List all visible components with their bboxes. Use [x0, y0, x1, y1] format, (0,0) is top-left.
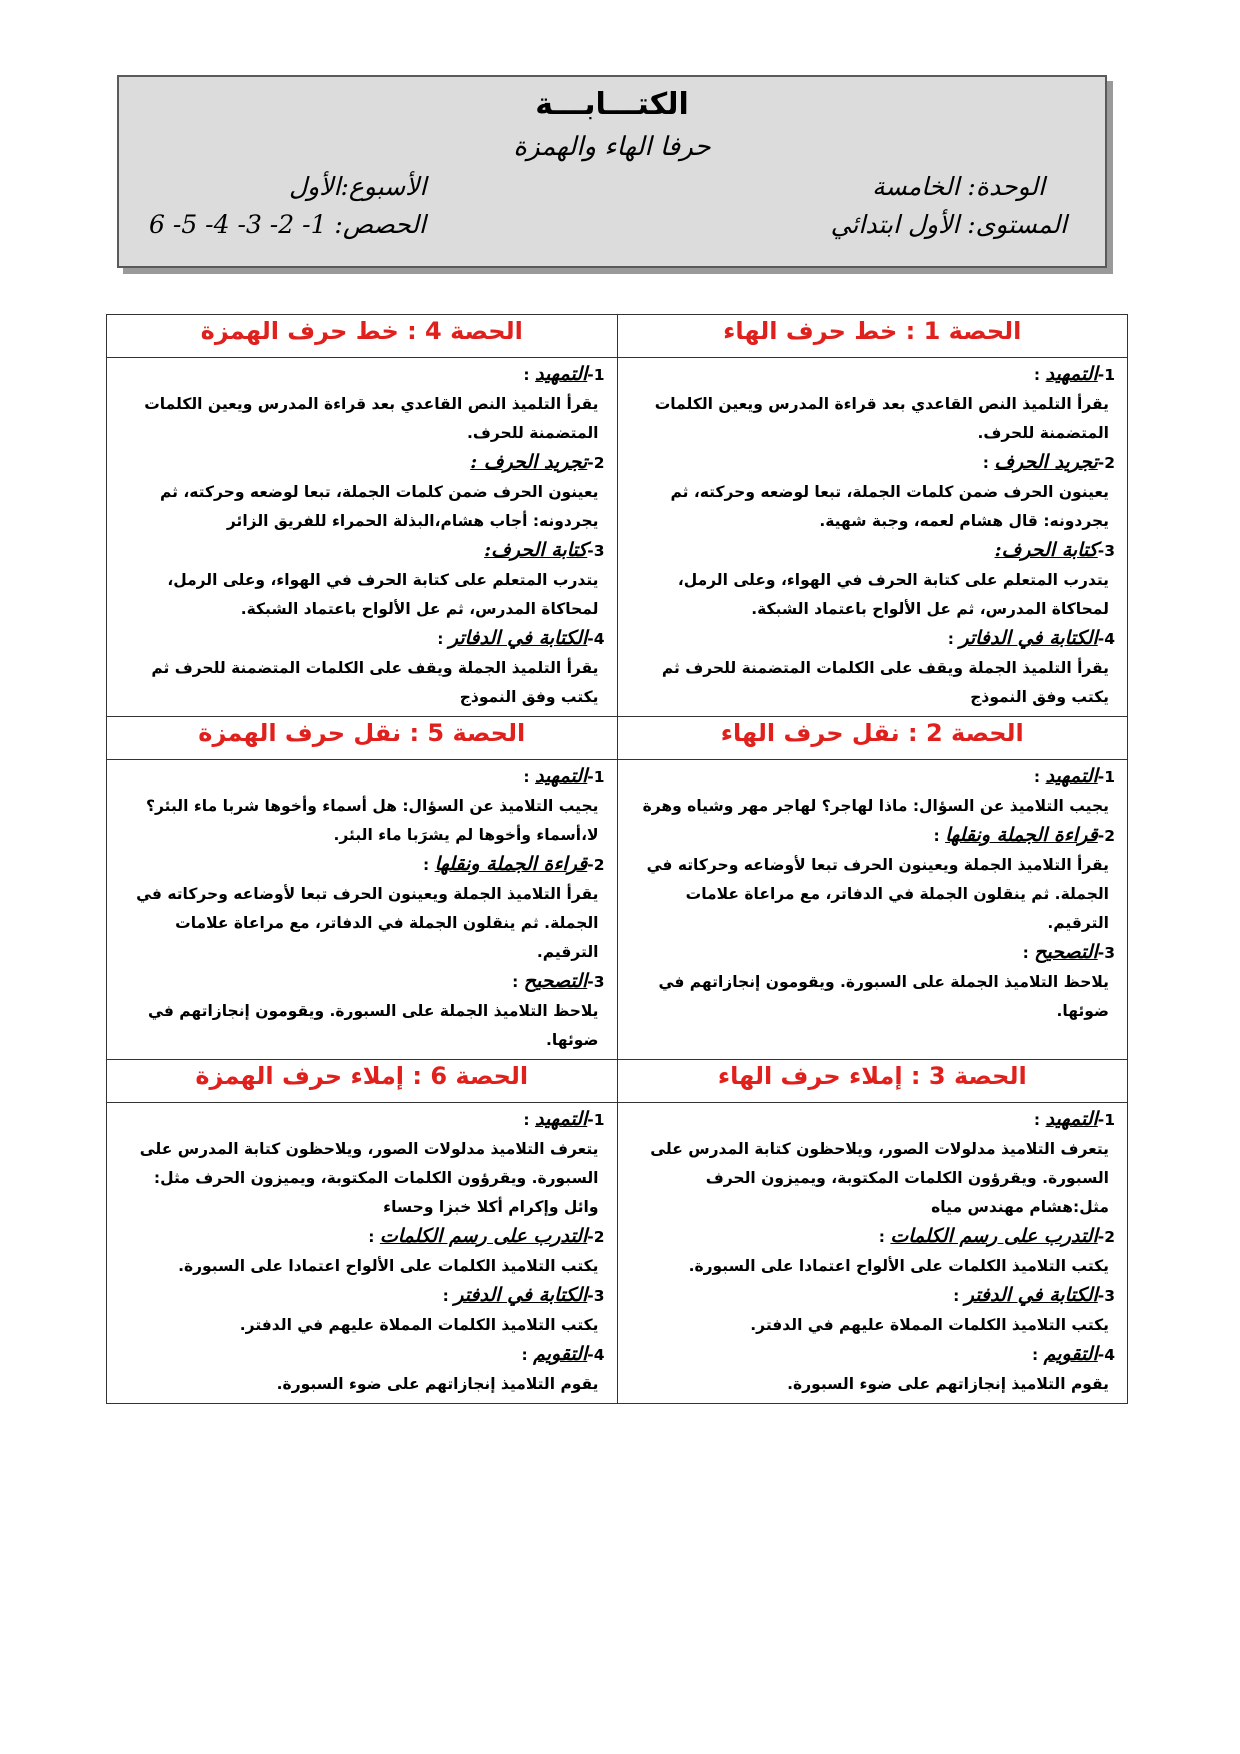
step-label: الكتابة في الدفاتر	[448, 627, 588, 649]
step-colon: :	[368, 1228, 380, 1246]
step-text: يلاحظ التلاميذ الجملة على السبورة. ويقومون إنجازاتهم في ضوئها.	[148, 1002, 599, 1049]
step-number: 4-	[1097, 630, 1115, 648]
step-colon: :	[1033, 366, 1046, 384]
session-body-row	[107, 1103, 1128, 1404]
step-text: يقرأ التلاميذ الجملة ويعينون الحرف تبعا لأوضاعه وحركاته في الجملة. ثم ينقلون الجملة في الدفاتر، مع مراعاة علامات الترقيم.	[646, 856, 1109, 932]
step-text: يجيب التلاميذ عن السؤال: ماذا لهاجر؟ لهاجر مهر وشياه وهرة	[642, 797, 1109, 815]
step-label: كتابة الحرف:	[994, 539, 1098, 561]
session-title: الحصة 3 : إملاء حرف الهاء	[617, 1060, 1128, 1103]
step-label: التقويم	[533, 1343, 588, 1365]
step-number: 2-	[1097, 454, 1115, 472]
session-title: الحصة 4 : خط حرف الهمزة	[107, 315, 618, 358]
step-label: التصحيح	[523, 970, 588, 992]
step-heading	[630, 448, 1116, 478]
step-label: تجريد الحرف	[994, 451, 1098, 473]
step-text: يلاحظ التلاميذ الجملة على السبورة. ويقومون إنجازاتهم في ضوئها.	[658, 973, 1109, 1020]
step-heading	[119, 1340, 605, 1370]
step-number: 2-	[587, 454, 605, 472]
step-label: قراءة الجملة ونقلها	[945, 824, 1098, 846]
step-text: يقوم التلاميذ إنجازاتهم على ضوء السبورة.	[787, 1375, 1109, 1393]
step-colon: :	[953, 1287, 965, 1305]
step-text: يعينون الحرف ضمن كلمات الجملة، تبعا لوضعه وحركته، ثم يجردونه: أجاب هشام،البذلة الحمراء للفريق الزائر	[160, 483, 599, 530]
step-label: قراءة الجملة ونقلها	[434, 853, 588, 875]
step-heading	[119, 448, 605, 478]
step-text: يكتب التلاميذ الكلمات المملاة عليهم في الدفتر.	[750, 1316, 1109, 1334]
page-subtitle: حرفا الهاء والهمزة	[513, 132, 711, 162]
step-label: التمهيد	[535, 765, 588, 787]
step-label: كتابة الحرف:	[484, 539, 588, 561]
step-text: يقرأ التلميذ النص القاعدي بعد قراءة المدرس ويعين الكلمات المتضمنة للحرف.	[654, 395, 1109, 442]
step-colon: :	[933, 827, 946, 845]
session-body	[107, 1103, 618, 1404]
step-heading	[119, 624, 605, 654]
session-title-row	[107, 1060, 1128, 1103]
step-heading	[119, 536, 605, 566]
step-heading	[630, 1105, 1116, 1135]
step-number: 2-	[587, 856, 605, 874]
session-body	[107, 760, 618, 1060]
unit-label: الوحدة: الخامسة	[872, 172, 1045, 201]
step-label: التمهيد	[535, 363, 588, 385]
step-text: يتعرف التلاميذ مدلولات الصور، ويلاحظون كتابة المدرس على السبورة. ويقرؤون الكلمات المكتوبة، ويميزون الحرف مثل:هشام مهندس مياه	[650, 1140, 1109, 1216]
page-title: الكتـــابـــة	[535, 87, 689, 122]
step-heading	[630, 536, 1116, 566]
step-text: يتعرف التلاميذ مدلولات الصور، ويلاحظون كتابة المدرس على السبورة. ويقرؤون الكلمات المكتوبة، ويميزون الحرف مثل: وائل وإكرام أكلا خبزا وحساء	[139, 1140, 599, 1216]
step-label: تجريد الحرف :	[470, 451, 588, 473]
step-label: الكتابة في الدفاتر	[959, 627, 1098, 649]
step-colon: :	[1031, 1346, 1044, 1364]
step-colon: :	[1022, 944, 1035, 962]
step-text: يقرأ التلاميذ الجملة ويعينون الحرف تبعا لأوضاعه وحركاته في الجملة. ثم ينقلون الجملة في الدفاتر، مع مراعاة علامات الترقيم.	[136, 885, 599, 961]
step-text: يعينون الحرف ضمن كلمات الجملة، تبعا لوضعه وحركته، ثم يجردونه: قال هشام لعمه، وجبة شهية.	[670, 483, 1109, 530]
step-colon: :	[523, 366, 536, 384]
step-number: 3-	[1097, 944, 1115, 962]
sessions-label: الحصص: 1- 2- 3- 4- 5- 6	[149, 210, 426, 239]
step-text: يجيب التلاميذ عن السؤال: هل أسماء وأخوها شربا ماء البئر؟لا،أسماء وأخوها لم يشرَبا ماء البئر.	[146, 797, 599, 844]
step-number: 2-	[1097, 827, 1115, 845]
step-heading	[630, 1340, 1116, 1370]
session-title-row	[107, 717, 1128, 760]
step-number: 3-	[587, 973, 605, 991]
session-body-row	[107, 358, 1128, 717]
step-number: 1-	[587, 1111, 605, 1129]
step-number: 3-	[587, 542, 605, 560]
step-label: التدرب على رسم الكلمات	[890, 1225, 1098, 1247]
step-heading	[119, 360, 605, 390]
step-heading	[630, 624, 1116, 654]
step-heading	[630, 360, 1116, 390]
session-title: الحصة 6 : إملاء حرف الهمزة	[107, 1060, 618, 1103]
step-colon: :	[437, 630, 449, 648]
step-label: التمهيد	[535, 1108, 588, 1130]
header-box	[117, 75, 1107, 268]
step-colon: :	[1033, 768, 1046, 786]
step-heading	[119, 1105, 605, 1135]
step-text: يقرأ التلميذ النص القاعدي بعد قراءة المدرس ويعين الكلمات المتضمنة للحرف.	[144, 395, 599, 442]
step-heading	[119, 762, 605, 792]
step-number: 1-	[1097, 768, 1115, 786]
session-title: الحصة 1 : خط حرف الهاء	[617, 315, 1128, 358]
step-number: 2-	[1097, 1228, 1115, 1246]
step-colon: :	[442, 1287, 455, 1305]
step-colon: :	[422, 856, 435, 874]
level-label: المستوى: الأول ابتدائي	[830, 210, 1067, 239]
step-label: الكتابة في الدفتر	[454, 1284, 588, 1306]
step-colon: :	[521, 1346, 534, 1364]
step-text: يكتب التلاميذ الكلمات على الألواح اعتمادا على السبورة.	[688, 1257, 1109, 1275]
step-number: 1-	[587, 366, 605, 384]
step-label: التمهيد	[1045, 765, 1098, 787]
step-number: 1-	[1097, 366, 1115, 384]
step-colon: :	[512, 973, 524, 991]
step-label: التمهيد	[1045, 363, 1098, 385]
step-number: 4-	[587, 1346, 605, 1364]
step-text: يقرأ التلميذ الجملة ويقف على الكلمات المتضمنة للحرف ثم يكتب وفق النموذج	[661, 659, 1109, 706]
step-colon: :	[1033, 1111, 1046, 1129]
step-label: التدرب على رسم الكلمات	[379, 1225, 588, 1247]
step-colon: :	[947, 630, 960, 648]
step-number: 4-	[1097, 1346, 1115, 1364]
step-colon: :	[878, 1228, 891, 1246]
step-label: التصحيح	[1034, 941, 1098, 963]
step-text: يتدرب المتعلم على كتابة الحرف في الهواء، وعلى الرمل، لمحاكاة المدرس، ثم عل الألواح باعتماد الشبكة.	[677, 571, 1109, 618]
session-body	[617, 1103, 1128, 1404]
step-heading	[119, 1281, 605, 1311]
step-heading	[119, 850, 605, 880]
session-title-row	[107, 315, 1128, 358]
step-colon: :	[523, 1111, 536, 1129]
step-heading	[119, 1222, 605, 1252]
session-title: الحصة 2 : نقل حرف الهاء	[617, 717, 1128, 760]
step-label: التقويم	[1043, 1343, 1098, 1365]
session-body-row	[107, 760, 1128, 1060]
step-text: يقوم التلاميذ إنجازاتهم على ضوء السبورة.	[276, 1375, 599, 1393]
session-body	[617, 358, 1128, 717]
step-heading	[630, 762, 1116, 792]
step-number: 1-	[1097, 1111, 1115, 1129]
step-number: 2-	[587, 1228, 605, 1246]
step-heading	[119, 967, 605, 997]
step-text: يكتب التلاميذ الكلمات المملاة عليهم في الدفتر.	[239, 1316, 599, 1334]
step-label: الكتابة في الدفتر	[964, 1284, 1098, 1306]
step-label: التمهيد	[1045, 1108, 1098, 1130]
step-number: 1-	[587, 768, 605, 786]
step-colon: :	[523, 768, 536, 786]
step-text: يقرأ التلميذ الجملة ويقف على الكلمات المتضمنة للحرف ثم يكتب وفق النموذج	[151, 659, 599, 706]
step-heading	[630, 1222, 1116, 1252]
lessons-table	[106, 314, 1128, 1404]
session-title: الحصة 5 : نقل حرف الهمزة	[107, 717, 618, 760]
step-colon: :	[982, 454, 995, 472]
session-body	[617, 760, 1128, 1060]
session-body	[107, 358, 618, 717]
step-text: يكتب التلاميذ الكلمات على الألواح اعتمادا على السبورة.	[178, 1257, 599, 1275]
step-heading	[630, 938, 1116, 968]
week-label: الأسبوع:الأول	[289, 172, 427, 201]
step-heading	[630, 1281, 1116, 1311]
step-heading	[630, 821, 1116, 851]
step-number: 3-	[1097, 1287, 1115, 1305]
step-number: 3-	[587, 1287, 605, 1305]
step-text: يتدرب المتعلم على كتابة الحرف في الهواء، وعلى الرمل، لمحاكاة المدرس، ثم عل الألواح باعتماد الشبكة.	[167, 571, 599, 618]
step-number: 4-	[587, 630, 605, 648]
step-number: 3-	[1097, 542, 1115, 560]
